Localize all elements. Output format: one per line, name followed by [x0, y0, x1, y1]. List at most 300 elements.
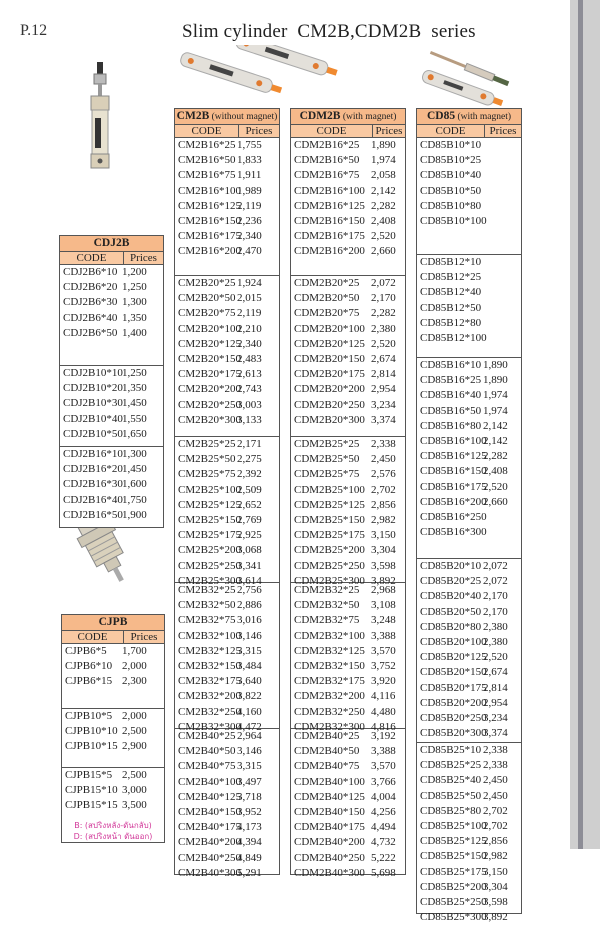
- product-price: 3,374: [371, 413, 396, 426]
- product-price: 2,470: [237, 245, 262, 258]
- table-row: [417, 138, 521, 153]
- table-title: CDJ2B: [60, 236, 163, 252]
- table-row: [417, 480, 521, 495]
- product-price: 2,520: [483, 480, 508, 493]
- product-price: 2,015: [237, 292, 262, 305]
- product-price: 3,614: [237, 574, 262, 587]
- table-row: [175, 729, 279, 744]
- product-price: 1,989: [237, 184, 262, 197]
- product-code: CDJ2B6*50: [63, 326, 118, 339]
- table-row: [291, 866, 405, 881]
- product-code: CD85B16*100: [420, 434, 487, 447]
- table-row: [417, 525, 521, 540]
- product-price: 2,275: [237, 453, 262, 466]
- product-code: CDM2B25*200: [294, 544, 365, 557]
- table-header: [62, 631, 164, 644]
- product-price: 2,900: [122, 740, 147, 753]
- product-code: CD85B10*40: [420, 169, 482, 182]
- product-code: CM2B25*75: [178, 468, 236, 481]
- product-code: CM2B16*200: [178, 245, 241, 258]
- table-group: [417, 357, 521, 558]
- product-code: CDM2B20*300: [294, 413, 365, 426]
- product-code: CDJ2B10*20: [63, 382, 123, 395]
- product-price: 3,822: [237, 690, 262, 703]
- product-code: CDM2B16*125: [294, 199, 365, 212]
- product-price: 2,282: [371, 199, 396, 212]
- product-price: 3,234: [371, 398, 396, 411]
- product-code: CM2B20*75: [178, 307, 236, 320]
- table-row: [417, 331, 521, 346]
- product-code: CDM2B20*25: [294, 277, 360, 289]
- product-code: CDJ2B16*10: [63, 448, 123, 460]
- product-code: CDM2B20*100: [294, 322, 365, 335]
- table-row: [175, 214, 279, 229]
- product-code: CM2B25*300: [178, 574, 241, 587]
- product-code: CD85B16*40: [420, 389, 482, 402]
- product-code: CDM2B40*150: [294, 805, 365, 818]
- table-row: [175, 367, 279, 382]
- product-price: 2,000: [122, 710, 147, 722]
- product-code: CD85B20*10: [420, 560, 482, 572]
- product-price: 2,702: [371, 483, 396, 496]
- product-code: CM2B25*25: [178, 438, 236, 450]
- table-row: [291, 276, 405, 291]
- product-price: 2,954: [371, 383, 396, 396]
- product-code: CDM2B32*75: [294, 614, 360, 627]
- product-code: CDM2B40*300: [294, 866, 365, 879]
- table-row: [60, 412, 163, 427]
- product-price: 2,982: [371, 513, 396, 526]
- product-code: CDJ2B16*40: [63, 493, 123, 506]
- product-code: CD85B25*40: [420, 774, 482, 787]
- product-price: 2,392: [237, 468, 262, 481]
- product-price: 2,119: [237, 199, 262, 212]
- table-row: [417, 301, 521, 316]
- column-header-prices: Prices: [130, 252, 157, 264]
- product-price: 2,814: [483, 681, 508, 694]
- product-price: 3,315: [237, 760, 262, 773]
- product-price: 2,171: [237, 438, 262, 450]
- table-row: [291, 306, 405, 321]
- product-price: 1,700: [122, 645, 147, 657]
- product-code: CM2B32*250: [178, 705, 241, 718]
- product-price: 2,000: [122, 660, 147, 673]
- product-price: 4,116: [371, 690, 396, 703]
- product-code: CDM2B25*50: [294, 453, 360, 466]
- table-row: [60, 396, 163, 411]
- table-row: [175, 184, 279, 199]
- product-code: CDM2B32*50: [294, 599, 360, 612]
- product-price: 3,766: [371, 775, 396, 788]
- product-price: 3,192: [371, 730, 396, 742]
- page-number: P.12: [20, 22, 48, 39]
- product-code: CD85B16*25: [420, 374, 482, 387]
- product-code: CDM2B20*50: [294, 292, 360, 305]
- product-price: 2,769: [237, 513, 262, 526]
- product-code: CM2B32*100: [178, 629, 241, 642]
- cjpb-price-table: [61, 614, 165, 843]
- table-row: [62, 739, 164, 754]
- product-price: 1,890: [483, 359, 508, 371]
- product-price: 1,400: [122, 326, 147, 339]
- product-price: 2,702: [483, 819, 508, 832]
- table-row: [417, 758, 521, 773]
- table-group: [60, 265, 163, 365]
- table-row: [417, 434, 521, 449]
- product-code: CM2B25*175: [178, 529, 241, 542]
- table-row: [291, 674, 405, 689]
- table-row: [417, 464, 521, 479]
- product-code: CDM2B40*75: [294, 760, 360, 773]
- table-row: [60, 477, 163, 492]
- table-row: [175, 244, 279, 259]
- product-price: 4,494: [371, 821, 396, 834]
- product-code: CD85B20*300: [420, 727, 487, 740]
- product-price: 2,380: [483, 635, 508, 648]
- table-row: [291, 437, 405, 452]
- table-row: [417, 214, 521, 229]
- table-row: [291, 644, 405, 659]
- table-title: CJPB: [62, 615, 164, 631]
- table-row: [62, 709, 164, 724]
- product-code: CD85B20*125: [420, 651, 487, 664]
- product-code: CM2B16*75: [178, 169, 236, 182]
- table-row: [175, 168, 279, 183]
- product-code: CD85B10*50: [420, 184, 482, 197]
- table-group: [62, 644, 164, 708]
- product-price: 2,450: [371, 453, 396, 466]
- table-row: [175, 498, 279, 513]
- product-code: CD85B12*25: [420, 271, 482, 284]
- product-price: 3,570: [371, 760, 396, 773]
- table-row: [417, 789, 521, 804]
- product-price: 1,300: [122, 296, 147, 309]
- product-code: CD85B10*80: [420, 199, 482, 212]
- product-code: CD85B16*300: [420, 526, 487, 539]
- table-row: [291, 322, 405, 337]
- table-row: [175, 382, 279, 397]
- table-group: [175, 275, 279, 436]
- product-price: 2,300: [122, 675, 147, 688]
- product-code: CD85B20*150: [420, 666, 487, 679]
- product-code: CM2B20*200: [178, 383, 241, 396]
- product-code: CD85B25*150: [420, 850, 487, 863]
- product-code: CM2B16*125: [178, 199, 241, 212]
- product-price: 2,886: [237, 599, 262, 612]
- product-code: CD85B25*50: [420, 789, 482, 802]
- product-price: 1,900: [122, 508, 147, 521]
- product-price: 2,408: [483, 465, 508, 478]
- product-code: CM2B20*25: [178, 277, 236, 289]
- table-row: [291, 729, 405, 744]
- cd85-price-table: [416, 108, 522, 924]
- product-code: CM2B40*200: [178, 836, 241, 849]
- product-code: CM2B32*300: [178, 720, 241, 733]
- table-row: [417, 559, 521, 574]
- product-code: CD85B16*50: [420, 404, 482, 417]
- table-row: [291, 398, 405, 413]
- table-row: [417, 495, 521, 510]
- table-row: [175, 199, 279, 214]
- column-header-prices: Prices: [130, 631, 158, 643]
- product-price: 2,282: [483, 450, 508, 463]
- product-price: 4,816: [371, 720, 396, 733]
- table-row: [291, 467, 405, 482]
- product-code: CD85B16*10: [420, 359, 482, 371]
- product-code: CDM2B20*125: [294, 337, 365, 350]
- product-price: 2,674: [371, 352, 396, 365]
- table-row: [417, 449, 521, 464]
- product-code: CDM2B40*125: [294, 790, 365, 803]
- product-code: CD85B20*80: [420, 620, 482, 633]
- table-row: [417, 270, 521, 285]
- product-code: CDM2B25*150: [294, 513, 365, 526]
- table-row: [291, 775, 405, 790]
- table-row: [291, 528, 405, 543]
- table-row: [417, 895, 521, 910]
- product-price: 3,718: [237, 790, 262, 803]
- product-price: 1,974: [483, 389, 508, 402]
- product-code: CD85B25*250: [420, 895, 487, 908]
- product-code: CDM2B40*175: [294, 821, 365, 834]
- table-row: [417, 168, 521, 183]
- product-price: 1,450: [122, 463, 147, 476]
- product-price: 2,925: [237, 529, 262, 542]
- table-row: [62, 768, 164, 783]
- product-code: CD85B16*175: [420, 480, 487, 493]
- product-code: CJPB15*15: [65, 799, 118, 812]
- table-row: [175, 820, 279, 835]
- product-price: 2,968: [371, 584, 396, 596]
- product-price: 1,550: [122, 412, 147, 425]
- product-price: 2,660: [483, 495, 508, 508]
- table-row: [291, 559, 405, 574]
- table-group: [291, 138, 405, 275]
- product-code: CD85B10*25: [420, 154, 482, 167]
- product-code: CDM2B40*25: [294, 730, 360, 742]
- table-row: [175, 437, 279, 452]
- product-price: 2,964: [237, 730, 262, 742]
- product-code: CDM2B40*100: [294, 775, 365, 788]
- product-code: CD85B12*100: [420, 331, 487, 344]
- product-price: 2,170: [483, 590, 508, 603]
- table-row: [417, 865, 521, 880]
- column-header-code: CODE: [291, 125, 373, 137]
- product-code: CD85B12*40: [420, 286, 482, 299]
- table-group: [175, 728, 279, 879]
- product-code: CM2B40*300: [178, 866, 241, 879]
- product-price: 2,509: [237, 483, 262, 496]
- product-price: 3,315: [237, 644, 262, 657]
- product-price: 1,200: [122, 266, 147, 278]
- product-price: 2,340: [237, 230, 262, 243]
- product-price: 3,374: [483, 727, 508, 740]
- table-row: [291, 498, 405, 513]
- product-price: 2,338: [483, 759, 508, 772]
- table-row: [175, 744, 279, 759]
- product-price: 2,500: [122, 769, 147, 781]
- table-title: CM2B (without magnet): [175, 109, 279, 125]
- table-row: [417, 819, 521, 834]
- table-row: [417, 650, 521, 665]
- product-price: 5,222: [371, 851, 396, 864]
- table-row: [417, 199, 521, 214]
- product-price: 1,300: [122, 448, 147, 460]
- product-code: CD85B25*25: [420, 759, 482, 772]
- product-price: 3,388: [371, 629, 396, 642]
- column-header-code: CODE: [62, 631, 124, 643]
- product-price: 2,743: [237, 383, 262, 396]
- product-code: CD85B20*40: [420, 590, 482, 603]
- table-row: [417, 255, 521, 270]
- product-code: CM2B40*25: [178, 730, 236, 742]
- cd85-cylinders-photo: [418, 48, 528, 106]
- table-row: [417, 574, 521, 589]
- product-price: 3,150: [371, 529, 396, 542]
- table-row: [175, 705, 279, 720]
- product-price: 2,210: [237, 322, 262, 335]
- table-row: [291, 598, 405, 613]
- product-code: CM2B40*250: [178, 851, 241, 864]
- product-code: CD85B12*80: [420, 316, 482, 329]
- table-title: CDM2B (with magnet): [291, 109, 405, 125]
- product-price: 5,698: [371, 866, 396, 879]
- table-row: [417, 510, 521, 525]
- table-row: [175, 322, 279, 337]
- product-price: 3,952: [237, 805, 262, 818]
- table-row: [60, 326, 163, 341]
- table-row: [175, 866, 279, 881]
- table-row: [62, 724, 164, 739]
- product-price: 1,833: [237, 154, 262, 167]
- product-code: CD85B16*80: [420, 419, 482, 432]
- product-price: 3,892: [483, 911, 508, 924]
- table-row: [175, 306, 279, 321]
- product-code: CDM2B16*25: [294, 139, 360, 151]
- product-code: CD85B20*175: [420, 681, 487, 694]
- product-price: 3,133: [237, 413, 262, 426]
- product-code: CDJ2B16*20: [63, 463, 123, 476]
- table-row: [60, 493, 163, 508]
- product-price: 3,570: [371, 644, 396, 657]
- product-price: 4,173: [237, 821, 262, 834]
- product-price: 2,450: [483, 774, 508, 787]
- product-code: CD85B20*50: [420, 605, 482, 618]
- table-row: [291, 153, 405, 168]
- product-code: CDM2B32*250: [294, 705, 365, 718]
- table-row: [291, 382, 405, 397]
- table-row: [291, 452, 405, 467]
- product-price: 1,890: [371, 139, 396, 151]
- product-price: 4,256: [371, 805, 396, 818]
- table-row: [417, 605, 521, 620]
- product-price: 4,004: [371, 790, 396, 803]
- table-row: [175, 674, 279, 689]
- table-row: [291, 214, 405, 229]
- table-row: [175, 528, 279, 543]
- product-price: 2,576: [371, 468, 396, 481]
- table-group: [417, 254, 521, 357]
- product-code: CM2B25*125: [178, 498, 241, 511]
- product-price: 3,484: [237, 659, 262, 672]
- product-code: CDM2B16*100: [294, 184, 365, 197]
- product-code: CDM2B16*175: [294, 230, 365, 243]
- product-price: 1,750: [122, 493, 147, 506]
- product-code: CD85B25*300: [420, 911, 487, 924]
- table-row: [175, 805, 279, 820]
- product-code: CM2B32*150: [178, 659, 241, 672]
- table-row: [175, 559, 279, 574]
- table-row: [60, 381, 163, 396]
- product-price: 4,849: [237, 851, 262, 864]
- product-price: 2,856: [483, 835, 508, 848]
- product-code: CD85B25*200: [420, 880, 487, 893]
- product-price: 4,394: [237, 836, 262, 849]
- table-row: [62, 644, 164, 659]
- table-row: [175, 775, 279, 790]
- product-code: CM2B16*175: [178, 230, 241, 243]
- table-header: [175, 125, 279, 138]
- product-price: 2,119: [237, 307, 262, 320]
- table-row: [175, 644, 279, 659]
- table-row: [291, 483, 405, 498]
- product-price: 4,160: [237, 705, 262, 718]
- product-price: 2,483: [237, 352, 262, 365]
- product-price: 3,892: [371, 574, 396, 587]
- product-price: 3,248: [371, 614, 396, 627]
- table-row: [417, 711, 521, 726]
- product-code: CD85B10*100: [420, 214, 487, 227]
- product-code: CD85B25*175: [420, 865, 487, 878]
- product-code: CDM2B25*125: [294, 498, 365, 511]
- table-row: [175, 229, 279, 244]
- column-header-prices: Prices: [489, 125, 517, 137]
- table-row: [62, 674, 164, 689]
- column-header-prices: Prices: [375, 125, 403, 137]
- table-row: [175, 413, 279, 428]
- table-row: [291, 759, 405, 774]
- table-group: [291, 582, 405, 733]
- table-row: [291, 820, 405, 835]
- product-code: CDJ2B16*50: [63, 508, 123, 521]
- product-code: CJPB6*15: [65, 675, 113, 688]
- table-row: [60, 427, 163, 442]
- product-code: CM2B32*175: [178, 675, 241, 688]
- product-price: 2,338: [371, 438, 396, 450]
- table-row: [417, 804, 521, 819]
- product-code: CM2B32*25: [178, 584, 236, 596]
- table-row: [417, 681, 521, 696]
- table-row: [417, 665, 521, 680]
- product-price: 3,016: [237, 614, 262, 627]
- product-code: CM2B25*250: [178, 559, 241, 572]
- product-price: 2,340: [237, 337, 262, 350]
- table-row: [291, 659, 405, 674]
- table-row: [417, 358, 521, 373]
- cm2b-cylinders-photo: [170, 45, 340, 107]
- product-code: CD85B16*125: [420, 450, 487, 463]
- product-price: 2,142: [483, 434, 508, 447]
- table-row: [175, 598, 279, 613]
- table-row: [60, 311, 163, 326]
- product-code: CDM2B16*50: [294, 154, 360, 167]
- product-code: CD85B25*10: [420, 744, 482, 756]
- product-price: 1,600: [122, 478, 147, 491]
- product-code: CM2B40*150: [178, 805, 241, 818]
- product-price: 2,674: [483, 666, 508, 679]
- product-price: 1,755: [237, 139, 262, 151]
- table-row: [291, 291, 405, 306]
